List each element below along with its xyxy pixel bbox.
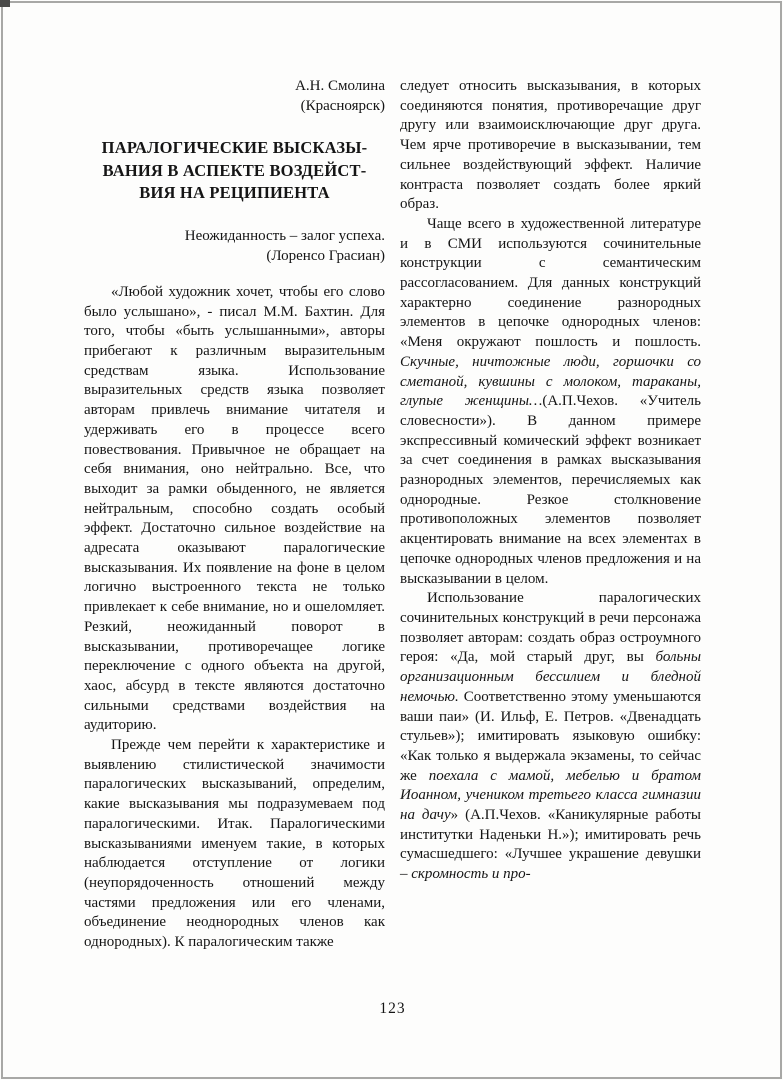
left-column-text <box>84 283 385 953</box>
text-run: Использование паралогических сочинительных конструкций в речи персонажа позволяет авторам: создать образ остроумного героя: «Да, мой старый друг, вы <box>400 590 701 666</box>
page-content <box>84 77 701 953</box>
left-column <box>84 77 385 953</box>
italic-text-run: больны организационным бессилием и бледной немочью. <box>400 649 701 705</box>
title-line: ПАРАЛОГИЧЕСКИЕ ВЫСКАЗЫ- <box>101 138 368 158</box>
author-name: А.Н. Смолина <box>295 78 385 94</box>
article-title <box>84 137 385 205</box>
text-run: Чаще всего в художественной литературе и в СМИ используются сочинительные конструкции с семантическим рассогласованием. Для данных конструкций характерно соединение разнородных элементов в цепочке однородных членов: «Меня окружают пошлость и пошлость. <box>400 215 701 351</box>
paragraph <box>84 736 385 953</box>
paragraph <box>400 77 701 215</box>
right-column-text <box>400 77 701 885</box>
text-run: Прежде чем перейти к характеристике и выявлению стилистической значимости паралогических высказываний, определим, какие высказывания мы подразумеваем под паралогическими. Итак. Паралогическими высказываниями именуем такие, в которых наблюдается отступление от логики (неупорядоченность отношений между частями предложения или его членами, объединение неоднородных членов как однородных). К паралогическим также <box>84 737 385 951</box>
author-block <box>84 77 385 116</box>
text-run: (А.П.Чехов. «Учитель словесности»). В данном примере экспрессивный комический эффект возникает за счет соединения в рамках высказывания разнородных элементов, перечисляемых как однородные. Резкое столкновение противоположных элементов позволяет акцентировать внимание на всех элементах в цепочке однородных членов предложения и на высказывании в целом. <box>400 393 701 587</box>
text-run: Соответственно этому уменьшаются ваши паи» (И. Ильф, Е. Петров. «Двенадцать стульев»); имитировать языковую ошибку: «Как только я выдержала экзамены, то сейчас же <box>400 688 701 784</box>
text-run: следует относить высказывания, в которых соединяются понятия, противоречащие друг другу или взаимоисключающие друг друга. Чем ярче противоречие в высказывании, тем сильнее воздействующий эффект. Наличие контраста позволяет создать более яркий образ. <box>400 78 701 213</box>
title-line: ВИЯ НА РЕЦИПИЕНТА <box>139 183 330 203</box>
text-run: «Любой художник хочет, чтобы его слово было услышано», - писал М.М. Бахтин. Для того, чтобы «быть услышанными», авторы прибегают к различным выразительным средствам языка. Использование выразительных средств языка позволяет авторам привлечь внимание читателя и удерживать его в процессе всего повествования. Привычное не обращает на себя внимания, оно нейтрально. Все, что выходит за рамки обыденного, не является нейтральным, способно создать особый эффект. Достаточно сильное воздействие на адресата оказывают паралогические высказывания. Их появление на фоне в целом логично выстроенного текста не только привлекает к себе внимание, но и ошеломляет. Резкий, неожиданный поворот в высказывании, противоречащее логике переключение с одного объекта на другой, хаос, абсурд в тексте являются достаточно сильными средствами воздействия на аудиторию. <box>84 283 385 734</box>
italic-text-run: Скучные, ничтожные люди, горшочки со сметаной, кувшины с молоком, тараканы, глупые женщины… <box>400 353 701 410</box>
epigraph-attribution: (Лоренсо Грасиан) <box>266 247 385 264</box>
author-location: (Красноярск) <box>300 97 385 114</box>
italic-text-run: – скромность и про- <box>400 866 531 883</box>
paragraph <box>400 589 701 885</box>
right-column <box>400 77 701 953</box>
paragraph <box>84 283 385 736</box>
epigraph <box>84 226 385 266</box>
scan-artifact <box>0 0 10 7</box>
italic-text-run: поехала с мамой, мебелью и братом Иоанном, учеником третьего класса гимназии на дачу <box>400 767 701 824</box>
paragraph <box>400 215 701 589</box>
page-number: 123 <box>379 1000 406 1017</box>
epigraph-quote: Неожиданность – залог успеха. <box>184 227 385 244</box>
text-run: » (А.П.Чехов. «Каникулярные работы институтки Наденьки Н.»); имитировать речь сумасшедшего: «Лучшее украшение девушки <box>400 807 701 863</box>
title-line: ВАНИЯ В АСПЕКТЕ ВОЗДЕЙСТ- <box>102 160 367 180</box>
